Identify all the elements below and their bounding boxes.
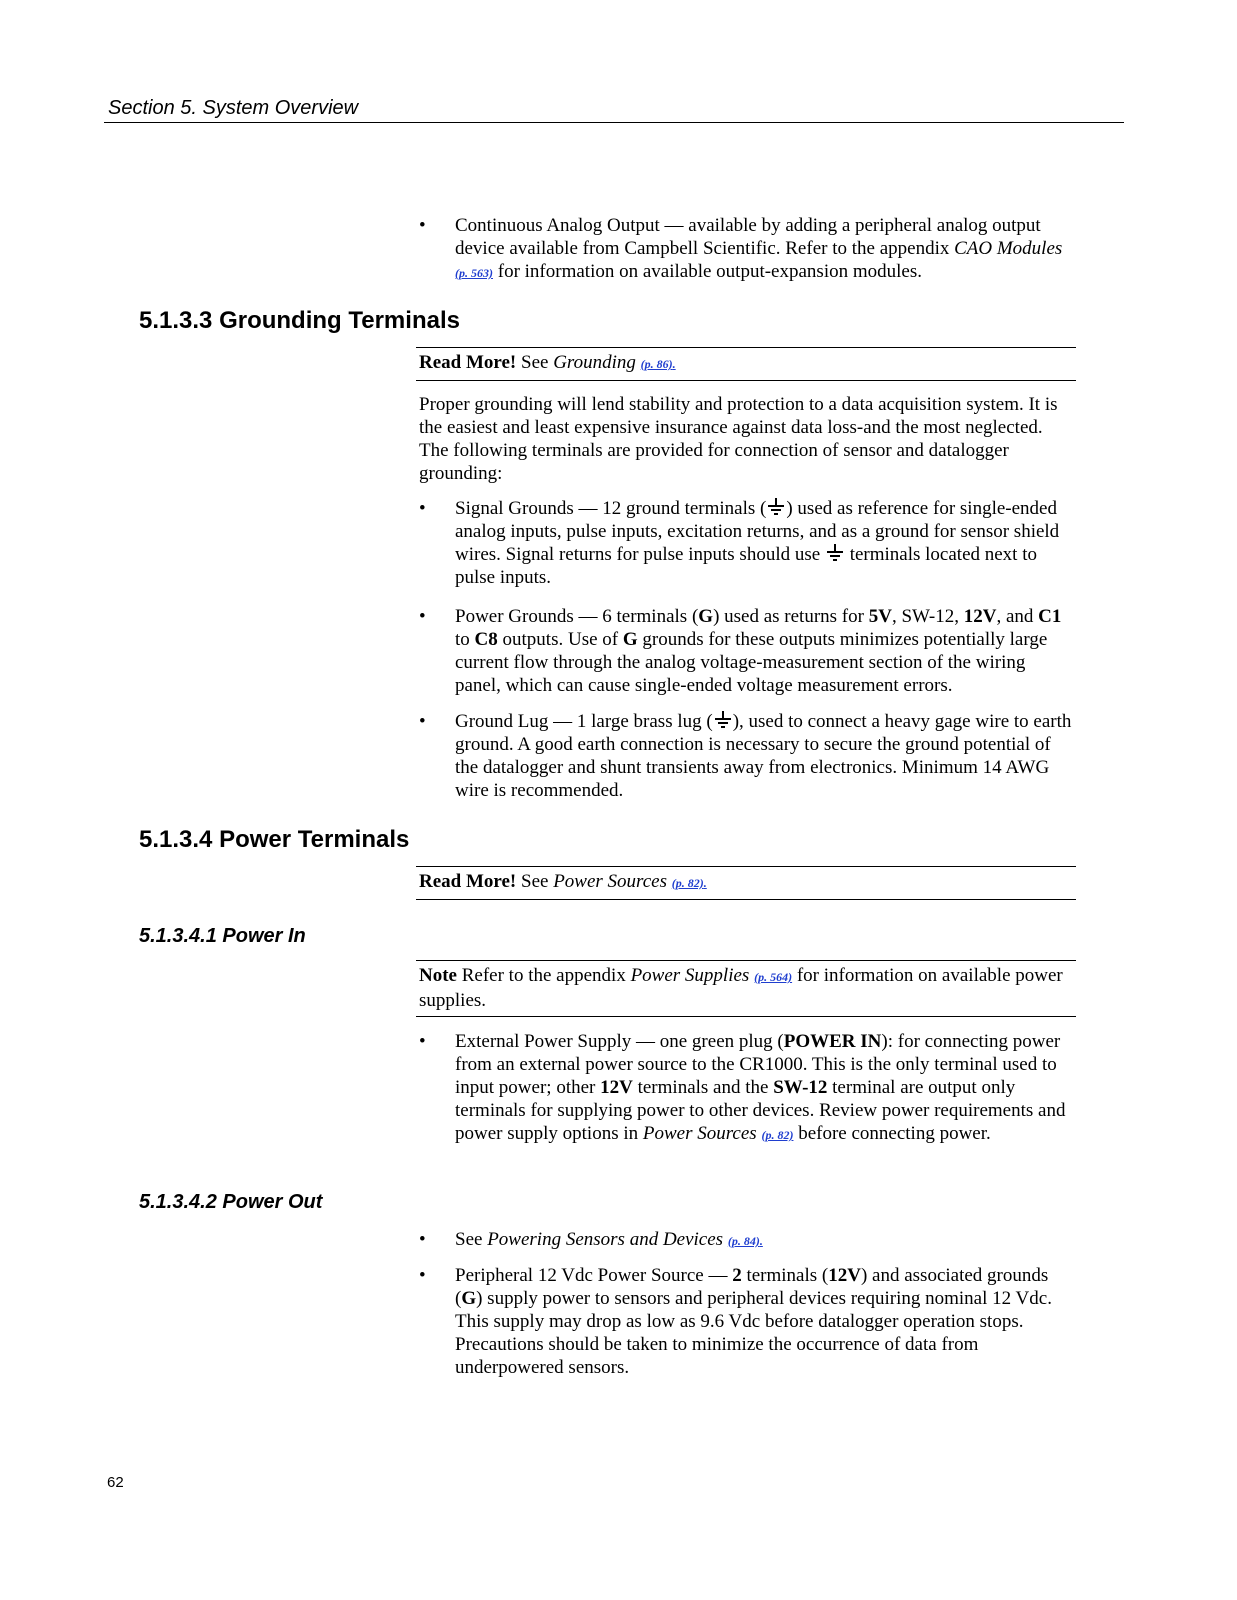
bold-term: 12V (828, 1265, 861, 1286)
peripheral-text: ) supply power to sensors and peripheral devices requiring nominal 12 Vdc. This supply may drop as low as 9.6 Vdc before datalogger operation stops. Precautions should be taken to minimize the occurrence of data from underpowered sensors. (455, 1288, 1052, 1378)
see-text: See (455, 1229, 488, 1250)
ext-power-text: terminals and the (632, 1077, 774, 1098)
link-cao-modules[interactable]: CAO Modules (954, 238, 1063, 259)
page-ref-82[interactable]: (p. 82) (671, 876, 704, 890)
list-item-peripheral-12vdc (419, 1264, 1075, 1379)
header-rule (104, 122, 1124, 123)
power-grounds-text: ) used as returns for (713, 606, 869, 627)
note-label: Note (419, 965, 457, 986)
bold-term: G (461, 1288, 477, 1309)
bullet: • (419, 215, 426, 236)
ext-power-text: External Power Supply — one green plug ( (455, 1031, 784, 1052)
ground-lug-text-2: ), used to connect a heavy gage wire to earth ground. A good earth connection is necessary to secure the ground potential of the datalogger and shunt transients away from electronics. Minimum 14 AWG wire is recommended. (455, 711, 1072, 801)
peripheral-text: ) and associated grounds ( (455, 1265, 1049, 1309)
bold-term: 2 (732, 1265, 742, 1286)
bold-term: C8 (474, 629, 498, 650)
peripheral-text: Peripheral 12 Vdc Power Source — (455, 1265, 733, 1286)
ref-period: . (672, 357, 676, 371)
ext-power-text: before connecting power. (793, 1123, 991, 1144)
list-item-ground-lug (419, 710, 1075, 802)
read-more-power-sources (416, 866, 1076, 900)
grounding-intro: Proper grounding will lend stability and protection to a data acquisition system. It is the easiest and least expensive insurance against data loss-and the most neglected. The following terminals are provided for connection of sensor and datalogger grounding: (419, 394, 1058, 484)
heading-power-out: 5.1.3.4.2 Power Out (139, 1191, 323, 1213)
list-item-power-grounds (419, 605, 1075, 697)
signal-text-1: Signal Grounds — 12 ground terminals ( (455, 498, 767, 519)
heading-grounding-terminals: 5.1.3.3 Grounding Terminals (139, 307, 460, 334)
page-ref-82[interactable]: (p. 82) (761, 1128, 794, 1142)
power-grounds-text: outputs. Use of (497, 629, 623, 650)
note-power-supplies (416, 960, 1076, 1017)
read-more-label: Read More! (419, 352, 517, 373)
read-more-see: See (516, 352, 554, 373)
ext-power-text: terminal are output only terminals for supplying power to other devices. Review power requirements and power supply options in (455, 1077, 1066, 1144)
power-grounds-text: grounds for these outputs minimizes potentially large current flow through the analog voltage-measurement section of the wiring panel, which can cause single-ended voltage measurement errors. (455, 629, 1048, 696)
ref-period: . (759, 1234, 763, 1248)
power-grounds-text: Power Grounds — 6 terminals ( (455, 606, 699, 627)
bold-term: 12V (600, 1077, 633, 1098)
link-power-sources[interactable]: Power Sources (642, 1123, 757, 1144)
page-ref-86[interactable]: (p. 86) (640, 357, 673, 371)
bold-term: C1 (1038, 606, 1062, 627)
link-powering-sensors[interactable]: Powering Sensors and Devices (487, 1229, 724, 1250)
link-power-sources[interactable]: Power Sources (553, 871, 668, 892)
bold-term: 5V (868, 606, 892, 627)
power-grounds-text: , SW-12, (891, 606, 964, 627)
signal-text-3: terminals located next to pulse inputs. (455, 544, 1037, 588)
bold-term: SW-12 (773, 1077, 828, 1098)
running-header: Section 5. System Overview (108, 97, 359, 119)
cao-text-end: for information on available output-expansion modules. (493, 261, 922, 282)
bullet: • (419, 498, 426, 519)
bold-term: POWER IN (783, 1031, 882, 1052)
read-more-grounding (416, 347, 1076, 381)
page-number: 62 (107, 1474, 124, 1491)
bold-term: 12V (963, 606, 997, 627)
list-item-see-powering-sensors (419, 1228, 1075, 1253)
link-power-supplies[interactable]: Power Supplies (630, 965, 750, 986)
list-item-cao (419, 214, 1075, 285)
page-ref-564[interactable]: (p. 564) (754, 970, 793, 984)
signal-ground-icon (825, 543, 845, 563)
heading-power-in: 5.1.3.4.1 Power In (139, 925, 306, 947)
note-text-end: for information on available power supplies. (419, 965, 1063, 1011)
bullet: • (419, 1031, 426, 1052)
ground-lug-text-1: Ground Lug — 1 large brass lug ( (455, 711, 713, 732)
bullet: • (419, 711, 426, 732)
cao-text: Continuous Analog Output — available by adding a peripheral analog output device available from Campbell Scientific. Refer to the appendix (455, 215, 1041, 259)
bullet: • (419, 606, 426, 627)
page-ref-84[interactable]: (p. 84) (727, 1234, 760, 1248)
link-grounding[interactable]: Grounding (553, 352, 636, 373)
ref-period: . (703, 876, 707, 890)
signal-ground-icon (766, 497, 786, 517)
heading-power-terminals: 5.1.3.4 Power Terminals (139, 826, 410, 853)
peripheral-text: terminals ( (741, 1265, 829, 1286)
note-text: Refer to the appendix (456, 965, 631, 986)
earth-ground-icon (713, 710, 733, 730)
list-item-signal-grounds (419, 497, 1075, 589)
bold-term: G (622, 629, 638, 650)
list-item-external-power-supply (419, 1030, 1075, 1147)
signal-text-2: ) used as reference for single-ended analog inputs, pulse inputs, excitation returns, and as a ground for sensor shield wires. Signal returns for pulse inputs should use (455, 498, 1060, 565)
read-more-see: See (516, 871, 554, 892)
ext-power-text: ): for connecting power from an external power source to the CR1000. This is the only terminal used to input power; other (455, 1031, 1061, 1098)
page-ref-563[interactable]: (p. 563) (455, 266, 493, 280)
bullet: • (419, 1229, 426, 1250)
power-grounds-text: , and (996, 606, 1039, 627)
power-grounds-text: to (455, 629, 475, 650)
read-more-label: Read More! (419, 871, 517, 892)
bullet: • (419, 1265, 426, 1286)
bold-term: G (698, 606, 714, 627)
